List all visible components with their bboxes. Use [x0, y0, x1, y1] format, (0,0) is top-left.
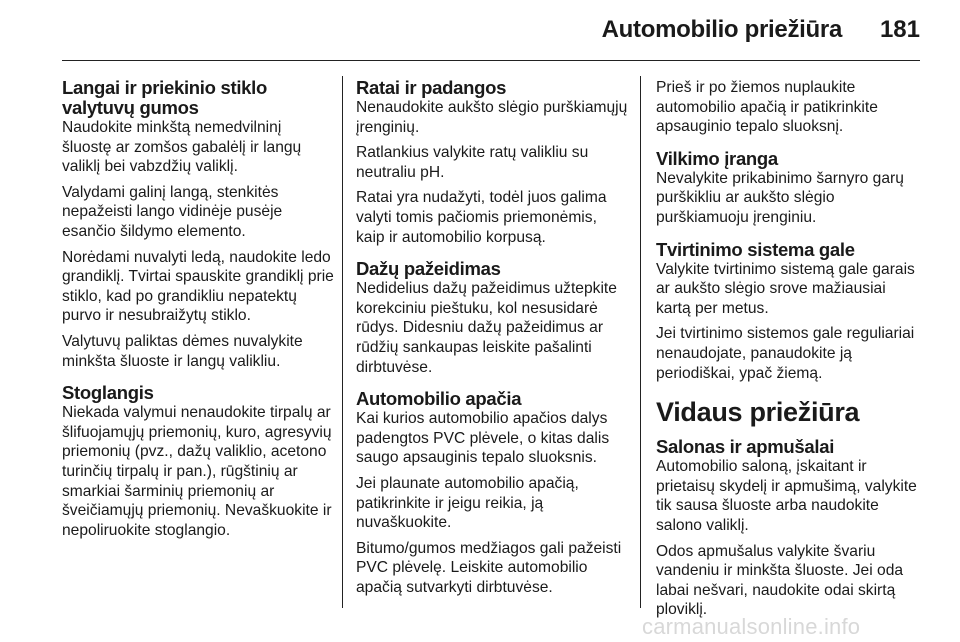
page-number: 181: [879, 16, 920, 43]
paragraph: Bitumo/gumos medžiagos gali pažeisti PVC plėvelę. Leiskite automobilio apačią sutvarkyti dirbtuvėse.: [356, 539, 622, 596]
paragraph: Valytuvų paliktas dėmes nuvalykite minkšta šluoste ir langų valikliu.: [62, 332, 303, 370]
section-wheels: [356, 78, 628, 247]
watermark: carmanualsonline.info: [642, 614, 861, 639]
page-header: [0, 0, 960, 62]
paragraph: Norėdami nuvalyti ledą, naudokite ledo grandiklį. Tvirtai spauskite grandiklį prie stiklo, kad po grandikliu nepatektų purvo ir nesubraižytų stiklo.: [62, 248, 334, 325]
section-heading: Dažų pažeidimas: [356, 258, 501, 280]
paragraph: Prieš ir po žiemos nuplaukite automobilio apačią ir patikrinkite apsauginio tepalo sluoksnį.: [656, 79, 878, 136]
section-heading: Ratai ir padangos: [356, 77, 507, 98]
paragraph: Ratlankius valykite ratų valikliu su neutraliu pH.: [356, 144, 589, 181]
column-divider-1: [342, 76, 343, 608]
section-paint-damage: [356, 259, 628, 377]
section-heading: Langai ir priekinio stiklo valytuvų gumos: [62, 77, 267, 118]
section-heading: Tvirtinimo sistema gale: [656, 238, 855, 260]
column-divider-2: [640, 76, 641, 608]
paragraph: Naudokite minkštą nemedvilninį šluostę ar zomšos gabalėlį ir langų valiklį bei vabzdžių valiklį.: [62, 119, 302, 176]
paragraph: Valydami galinį langą, stenkitės nepažeisti lango vidinėje pusėje esančio šildymo elemento.: [62, 183, 283, 240]
section-heading: Vilkimo įranga: [656, 147, 778, 169]
section-underbody: [356, 389, 628, 597]
column-3: [656, 78, 924, 619]
section-heading: Stoglangis: [62, 382, 154, 404]
paragraph: Odos apmušalus valykite švariu vandeniu ir minkšta šluoste. Jei oda labai nešvari, naudokite odai skirtą ploviklį.: [656, 542, 904, 619]
paragraph: Nevalykite prikabinimo šarnyro garų purškikliu ar aukšto slėgio purškiamuoju įrenginiu.: [656, 169, 904, 226]
paragraph: Valykite tvirtinimo sistemą gale garais ar aukšto slėgio srove mažiausiai kartą per metus.: [656, 260, 915, 317]
page-title: Automobilio priežiūra: [601, 16, 842, 43]
paragraph: Jei plaunate automobilio apačią, patikrinkite ir jeigu reikia, ją nuvaškuokite.: [356, 474, 579, 532]
paragraph: Kai kurios automobilio apačios dalys padengtos PVC plėvele, o kitas dalis saugo apsauginis tepalo sluoksnis.: [356, 410, 610, 467]
section-rear-carrier: [656, 240, 924, 384]
header-divider: [62, 60, 920, 61]
paragraph: Ratai yra nudažyti, todėl juos galima valyti tomis pačiomis priemonėmis, kaip ir automobilio korpusą.: [356, 189, 607, 246]
section-interior: [656, 437, 924, 620]
paragraph: Niekada valymui nenaudokite tirpalų ar šlifuojamųjų priemonių, kuro, agresyvių priemonių (pvz., dažų valiklio, acetono turinčių tirpalų ir pan.), rūgštinių ar smarkiai šarminių priemonių ar šveičiamųjų priemonių. Nevaškuokite ir nepoliruokite stoglangio.: [62, 404, 332, 539]
section-heading: Automobilio apačia: [356, 388, 522, 410]
paragraph: Jei tvirtinimo sistemos gale reguliariai nenaudojate, panaudokite ją periodiškai, ypač žiemą.: [656, 325, 915, 382]
column-1: [62, 78, 334, 608]
section-heading: Salonas ir apmušalai: [656, 436, 835, 458]
paragraph: Nenaudokite aukšto slėgio purškiamųjų įrenginių.: [356, 99, 628, 136]
paragraph: Nedidelius dažų pažeidimus užtepkite korekciniu pieštuku, kol nesusidarė rūdys. Didesniu dažų pažeidimus ar rūdžių sankaupas leiskite pašalinti dirbtuvėse.: [356, 280, 617, 376]
section-towing: [656, 149, 924, 228]
section-underbody-cont: [656, 78, 924, 137]
section-sunroof: [62, 383, 334, 540]
chapter-heading: Vidaus priežiūra: [656, 397, 860, 428]
paragraph: Automobilio saloną, įskaitant ir prietaisų skydelį ir apmušimą, valykite tik sausa šluoste arba naudokite salono valiklį.: [656, 458, 917, 534]
section-windows: [62, 78, 334, 371]
column-2: [356, 78, 628, 608]
